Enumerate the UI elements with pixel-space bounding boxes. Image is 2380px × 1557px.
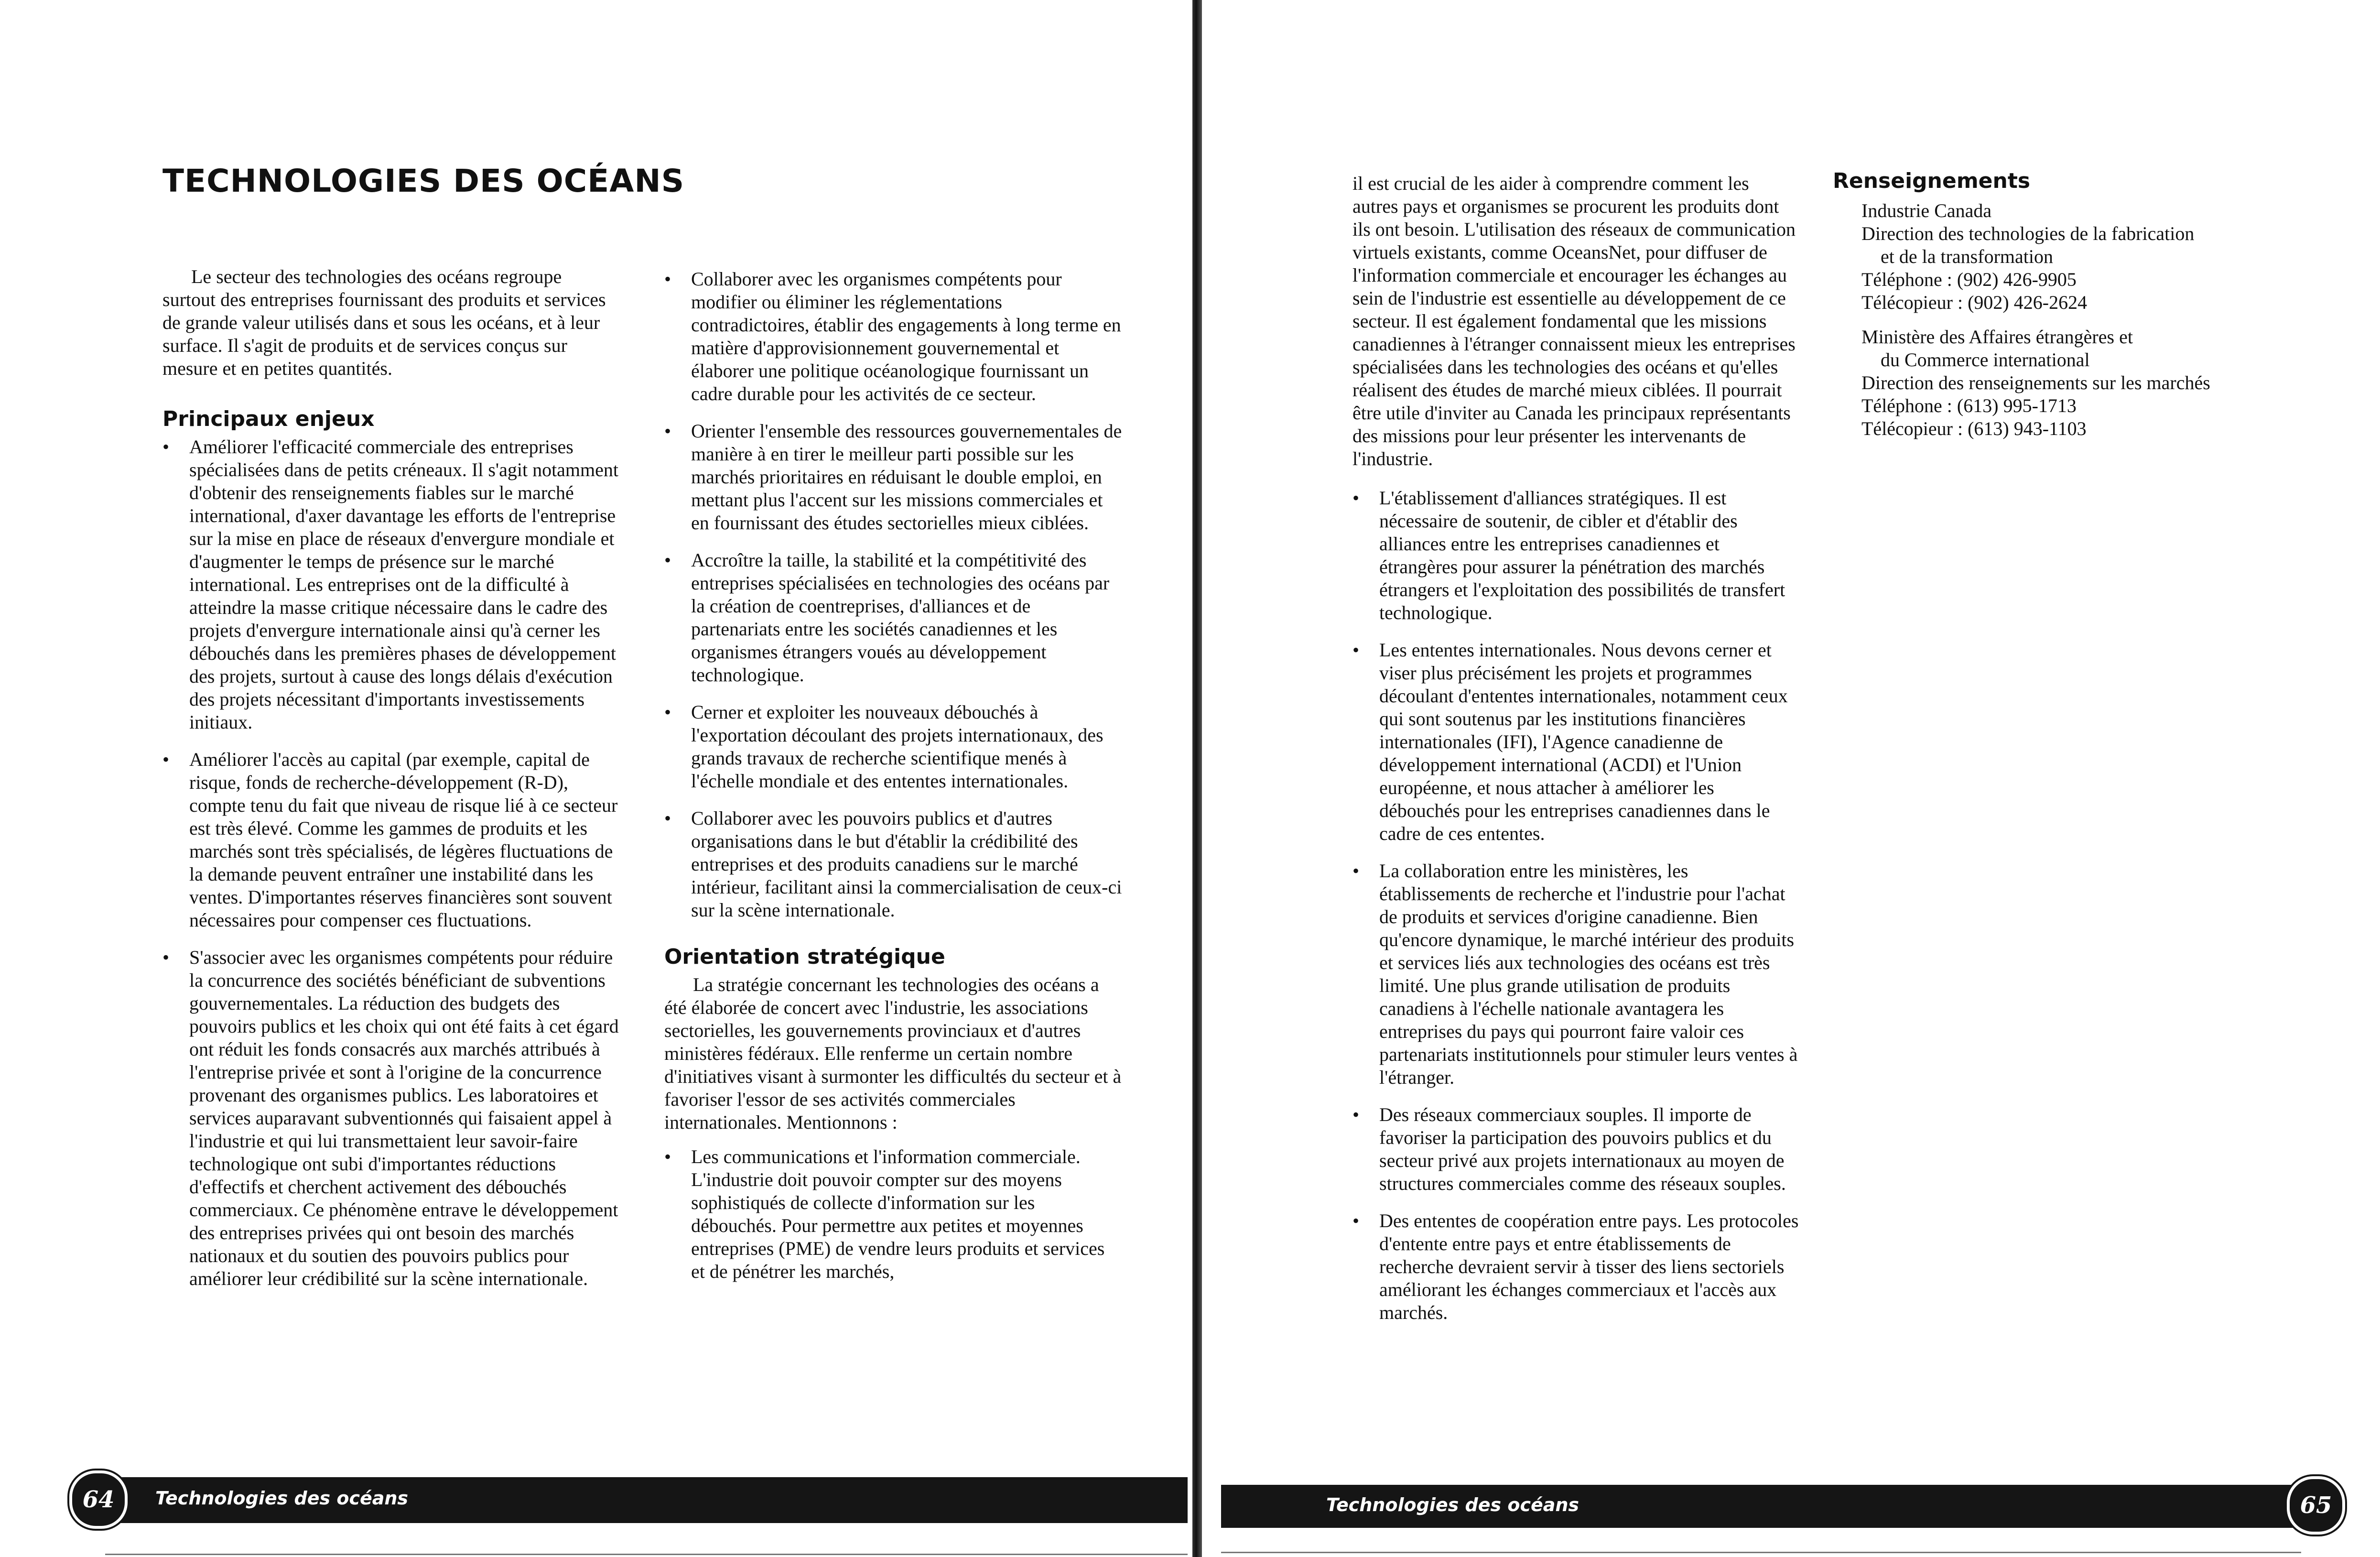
contact-org-cont: du Commerce international <box>1881 349 2090 370</box>
page-gutter <box>1192 0 1202 1557</box>
contact-block-maeci <box>1833 326 2311 440</box>
bottom-edge-line <box>1221 1552 2301 1553</box>
right-column-2 <box>1833 170 2311 440</box>
right-column-1 <box>1352 172 1799 1339</box>
list-item: • Améliorer l'efficacité commerciale des entreprises spécialisées dans de petits créneaux. Il s'agit notamment d'obtenir des renseignements fiables sur le marché international, d'axer davantage les efforts de l'entreprise sur la mise en place de réseaux d'envergure mondiale et d'augmenter le temps de présence sur le marché international. Les entreprises ont de la difficulté à atteindre la masse critique nécessaire dans le cadre des projets d'envergure internationale ainsi qu'à cerner les débouchés dans les premières phases de développement des projets, surtout à cause des longs délais d'exécution des projets nécessitant d'importants investissements initiaux. <box>162 436 619 734</box>
contact-fax: Télécopieur : (902) 426-2624 <box>1861 292 2088 313</box>
footer-bar-left <box>105 1477 1188 1523</box>
bottom-edge-line <box>105 1554 1188 1555</box>
initiatives-list <box>1352 487 1799 1324</box>
list-item: • L'établissement d'alliances stratégiques. Il est nécessaire de soutenir, de cibler et d'établir des alliances entre les entreprises canadiennes et étrangères pour assurer la pénétration des marchés étrangers et l'exploitation des possibilités de transfert technologique. <box>1352 487 1799 624</box>
list-item: • Des réseaux commerciaux souples. Il importe de favoriser la participation des pouvoirs publics et du secteur privé aux projets internationaux au moyen de structures commerciales comme des réseaux souples. <box>1352 1103 1799 1195</box>
contact-direction: Direction des technologies de la fabrication <box>1861 223 2195 244</box>
list-item: • Les ententes internationales. Nous devons cerner et viser plus précisément les projets et programmes découlant d'ententes internationales, notamment ceux qui sont soutenus par les institutions financières internationales (IFI), l'Agence canadienne de développement international (ACDI) et l'Union européenne, et nous attacher à améliorer les débouchés pour les entreprises canadiennes dans le cadre de ces ententes. <box>1352 639 1799 845</box>
footer-running-title: Technologies des océans <box>1326 1494 1579 1515</box>
list-item: • Des ententes de coopération entre pays. Les protocoles d'entente entre pays et entre établissements de recherche devraient servir à tisser des liens sectoriels améliorant les échanges commerciaux et l'accès aux marchés. <box>1352 1209 1799 1324</box>
list-item: • Améliorer l'accès au capital (par exemple, capital de risque, fonds de recherche-développement (R-D), compte tenu du fait que niveau de risque lié à ce secteur est très élevé. Comme les gammes de produits et les marchés sont très spécialisés, de légères fluctuations de la demande peuvent entraîner une instabilité dans les ventes. D'importantes réserves financières sont souvent nécessaires pour compenser ces fluctuations. <box>162 748 619 932</box>
right-page <box>1202 0 2380 1557</box>
contact-org: Ministère des Affaires étrangères et <box>1861 326 2133 348</box>
contact-org: Industrie Canada <box>1861 200 1992 221</box>
list-item: • Accroître la taille, la stabilité et la compétitivité des entreprises spécialisées en technologies des océans par la création de coentreprises, d'alliances et de partenariats entre les sociétés canadiennes et les organismes étrangers voués au développement technologique. <box>664 549 1123 686</box>
contact-block-industrie-canada <box>1833 199 2311 314</box>
contact-direction-cont: et de la transformation <box>1881 246 2053 267</box>
contact-spacer <box>1833 314 2311 326</box>
list-item: • Cerner et exploiter les nouveaux débouchés à l'exportation découlant des projets internationaux, des grands travaux de recherche scientifique menés à l'échelle mondiale et des ententes internationales. <box>664 701 1123 793</box>
list-item: • Collaborer avec les pouvoirs publics et d'autres organisations dans le but d'établir la crédibilité des entreprises et des produits canadiens sur le marché intérieur, facilitant ainsi la commercialisation de ceux-ci sur la scène internationale. <box>664 807 1123 922</box>
left-column-2 <box>664 268 1123 1297</box>
intro-paragraph: Le secteur des technologies des océans regroupe surtout des entreprises fournissant des produits et services de grande valeur utilisés dans et sous les océans, et à leur surface. Il s'agit de produits et de services conçus sur mesure et en petites quantités. <box>162 266 606 379</box>
heading-principaux-enjeux: Principaux enjeux <box>162 407 375 431</box>
footer-running-title: Technologies des océans <box>155 1488 409 1509</box>
continuation-paragraph: il est crucial de les aider à comprendre comment les autres pays et organismes se procurent les produits dont ils ont besoin. L'utilisation des réseaux de communication virtuels existants, comme OceansNet, pour diffuser de l'information commerciale et encourager les échanges au sein de l'industrie est essentielle au développement de ce secteur. Il est également fondamental que les missions canadiennes à l'étranger connaissent mieux les entreprises spécialisées dans les technologies des océans et qu'elles réalisent des études de marché mieux ciblées. Il pourrait être utile d'inviter au Canada les principaux représentants des missions pour leur présenter les intervenants de l'industrie. <box>1352 173 1796 469</box>
page-number: 64 <box>69 1470 128 1529</box>
enjeux-list <box>162 436 619 1290</box>
orientation-list <box>664 1145 1123 1283</box>
contact-phone: Téléphone : (613) 995-1713 <box>1861 395 2077 416</box>
list-item: • Collaborer avec les organismes compétents pour modifier ou éliminer les réglementations contradictoires, établir des engagements à long terme en matière d'approvisionnement gouvernemental et élaborer une politique océanologique fournissant un cadre durable pour les activités de ce secteur. <box>664 268 1123 405</box>
page-number: 65 <box>2287 1476 2345 1535</box>
orientation-paragraph: La stratégie concernant les technologies des océans a été élaborée de concert avec l'industrie, les associations sectorielles, les gouvernements provinciaux et d'autres ministères fédéraux. Elle renferme un certain nombre d'initiatives visant à surmonter les difficultés du secteur et à favoriser l'essor de ses activités commerciales internationales. Mentionnons : <box>664 974 1122 1133</box>
contact-direction: Direction des renseignements sur les marchés <box>1861 372 2210 393</box>
contact-phone: Téléphone : (902) 426-9905 <box>1861 269 2077 290</box>
enjeux-list-continued <box>664 268 1123 922</box>
heading-renseignements: Renseignements <box>1833 169 2031 193</box>
page-title: TECHNOLOGIES DES OCÉANS <box>162 163 685 199</box>
footer-bar-right <box>1221 1485 2301 1528</box>
list-item: • La collaboration entre les ministères, les établissements de recherche et l'industrie pour l'achat de produits et services d'origine canadienne. Bien qu'encore dynamique, le marché intérieur des produits et services liés aux technologies des océans est très limité. Une plus grande utilisation de produits canadiens à l'échelle nationale avantagera les entreprises du pays qui pourront faire valoir ces partenariats institutionnels pour stimuler leurs ventes à l'étranger. <box>1352 860 1799 1089</box>
list-item: • Les communications et l'information commerciale. L'industrie doit pouvoir compter sur des moyens sophistiqués de collecte d'information sur les débouchés. Pour permettre aux petites et moyennes entreprises (PME) de vendre leurs produits et services et de pénétrer les marchés, <box>664 1145 1123 1283</box>
left-column-1 <box>162 265 619 1305</box>
list-item: • S'associer avec les organismes compétents pour réduire la concurrence des sociétés bénéficiant de subventions gouvernementales. La réduction des budgets des pouvoirs publics et les choix qui ont été faits à cet égard ont réduit les fonds consacrés aux marchés attribués à l'entreprise privée et sont à l'origine de la concurrence provenant des organismes publics. Les laboratoires et services auparavant subventionnés qui faisaient appel à l'industrie et qui lui transmettaient leur savoir-faire technologique ont subi d'importantes réductions d'effectifs et cherchent activement des débouchés commerciaux. Ce phénomène entrave le développement des entreprises privées qui ont besoin des marchés nationaux et du soutien des pouvoirs publics pour améliorer leur crédibilité sur la scène internationale. <box>162 946 619 1290</box>
list-item: • Orienter l'ensemble des ressources gouvernementales de manière à en tirer le meilleur parti possible sur les marchés prioritaires en réduisant le double emploi, en mettant plus l'accent sur les missions commerciales et en fournissant des études sectorielles mieux ciblées. <box>664 420 1123 534</box>
heading-orientation-strategique: Orientation stratégique <box>664 945 945 969</box>
contact-fax: Télécopieur : (613) 943-1103 <box>1861 418 2087 439</box>
